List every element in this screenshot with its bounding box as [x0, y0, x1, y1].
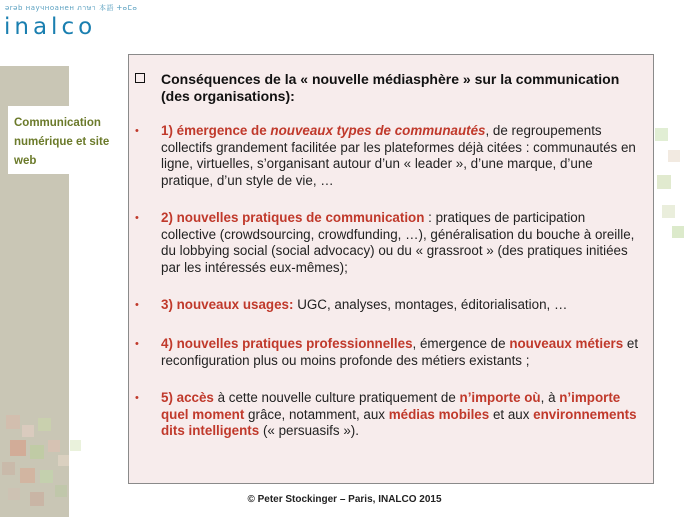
- list-item: [135, 123, 640, 189]
- list-item: [135, 297, 640, 314]
- plain-text: : pratiques de participation collective (crowdsourcing, crowdfunding, …), généralisation du bouche à oreille, du lobbying social (social advocacy) ou du « grassroot » (des pratiques initiées par les intéressés eux-mêmes);: [161, 210, 635, 275]
- logo-scripts: ərəb научноанен ภาษา 本語 ⵜⴰⵎⴰ: [5, 4, 138, 12]
- decor-square: [655, 128, 668, 141]
- list-item-text: [135, 123, 640, 189]
- decor-square: [38, 418, 51, 431]
- decor-square: [48, 440, 60, 452]
- highlighted-text: n’importe où: [459, 390, 541, 405]
- plain-text: , à: [540, 390, 560, 405]
- plain-text: et reconfiguration plus ou moins profonde des métiers existants ;: [161, 336, 639, 368]
- decor-square: [2, 462, 15, 475]
- highlighted-text: 3) nouveaux usages:: [161, 297, 294, 312]
- list-item-text: [135, 336, 640, 369]
- plain-text: (« persuasifs »).: [259, 423, 359, 438]
- bullet-icon: •: [135, 299, 139, 311]
- section-label: [8, 106, 128, 174]
- decor-square: [20, 468, 35, 483]
- highlighted-text: nouveaux types de communautés: [270, 123, 486, 138]
- highlighted-text: nouveaux métiers: [509, 336, 624, 351]
- list-item-text: [135, 210, 640, 276]
- decor-square: [58, 455, 69, 466]
- decor-square: [668, 150, 680, 162]
- heading-text: Conséquences de la « nouvelle médiasphère » sur la communication (des organisations):: [161, 71, 620, 104]
- plain-text: et aux: [489, 406, 534, 422]
- section-label-line2: numérique et site: [14, 136, 110, 148]
- slide-heading: [135, 71, 635, 105]
- section-label-line3: web: [14, 155, 37, 167]
- bullet-icon: •: [135, 392, 139, 404]
- section-label-line1: Communication: [14, 117, 101, 129]
- highlighted-text: n’importe quel moment: [161, 390, 621, 422]
- highlighted-text: médias mobiles: [388, 406, 490, 422]
- decor-square: [22, 425, 34, 437]
- bullet-icon: •: [135, 338, 139, 350]
- plain-text: UGC, analyses, montages, éditorialisation, …: [293, 297, 568, 312]
- plain-text: grâce, notamment, aux: [244, 406, 389, 422]
- highlighted-text: 5) accès: [161, 390, 214, 405]
- inalco-logo: inalco: [4, 14, 97, 40]
- list-item: [135, 210, 640, 276]
- decor-square: [657, 175, 671, 189]
- decor-square: [10, 440, 26, 456]
- highlighted-text: 4) nouvelles pratiques professionnelles: [161, 336, 413, 351]
- checkbox-bullet-icon: [135, 73, 145, 83]
- footer-copyright: © Peter Stockinger – Paris, INALCO 2015: [247, 494, 442, 505]
- decor-square: [30, 445, 44, 459]
- bullet-icon: •: [135, 212, 139, 224]
- list-item-text: [135, 297, 640, 314]
- highlighted-text: environnements dits intelligents: [161, 406, 637, 438]
- list-item-text: [135, 390, 640, 440]
- list-item: [135, 390, 640, 440]
- highlighted-text: 2) nouvelles pratiques de communication: [161, 210, 425, 225]
- list-item: [135, 336, 640, 369]
- decor-square: [40, 470, 53, 483]
- bullet-icon: •: [135, 125, 139, 137]
- decor-square: [662, 205, 675, 218]
- plain-text: , émergence de: [412, 336, 510, 351]
- decor-square: [672, 226, 684, 238]
- decor-square: [70, 440, 81, 451]
- highlighted-text: 1) émergence de: [161, 123, 271, 138]
- decor-square: [6, 415, 20, 429]
- plain-text: à cette nouvelle culture pratiquement de: [213, 390, 460, 405]
- plain-text: , de regroupements collectifs grandement facilitée par les plateformes déjà citées : communautés en ligne, virtuelles, s’organisant autour d’un « leader », d’une marque, d’une pratique, d’un style de vie, …: [161, 123, 636, 188]
